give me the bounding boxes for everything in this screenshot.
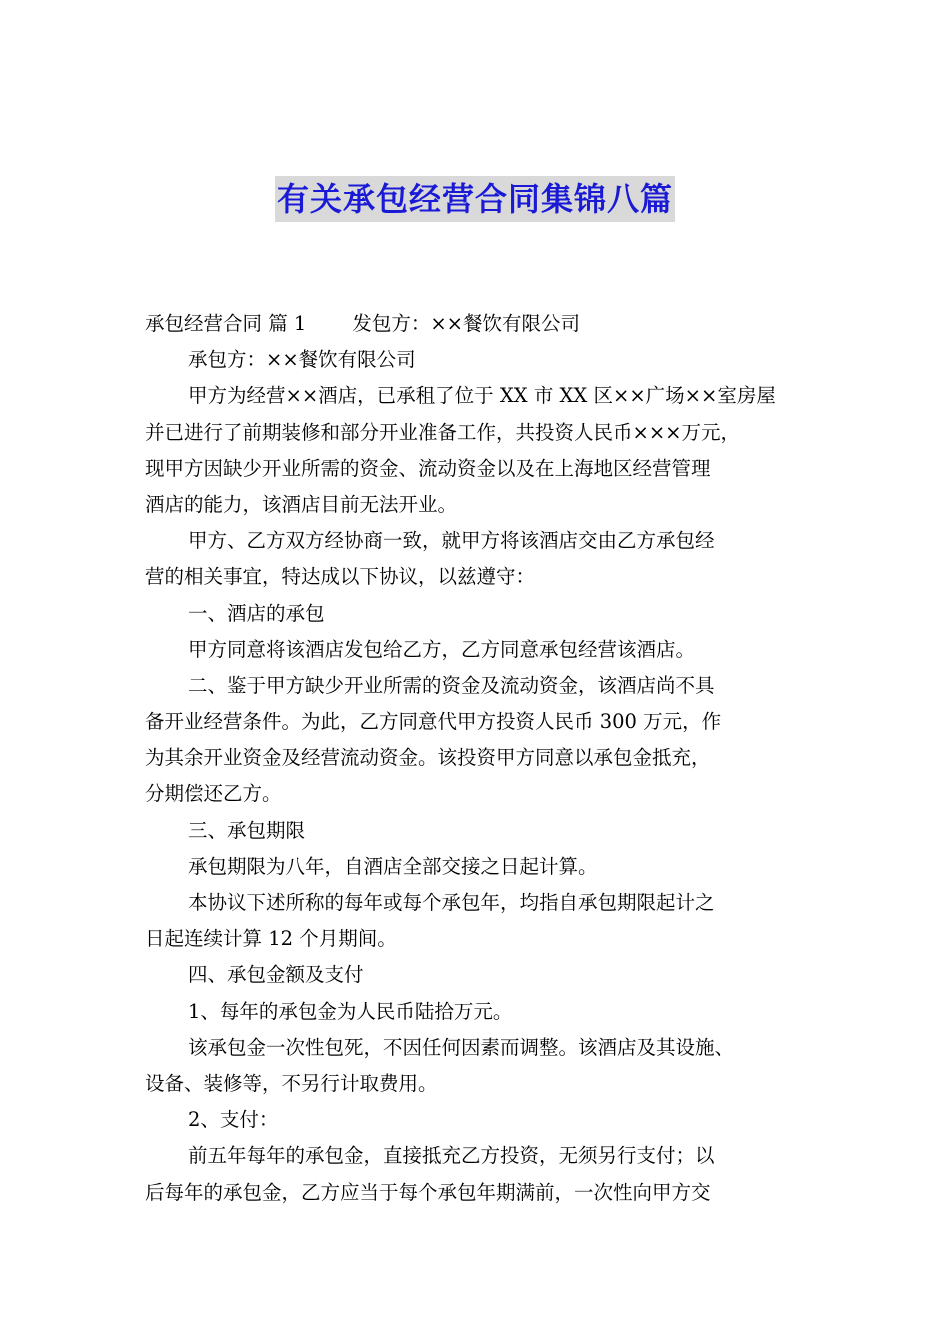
paragraph-line: 酒店的能力，该酒店目前无法开业。 xyxy=(145,492,458,516)
document-title: 有关承包经营合同集锦八篇 xyxy=(275,176,675,222)
paragraph-line: 发包方：××餐饮有限公司 xyxy=(352,312,580,335)
paragraph-line: 承包期限为八年，自酒店全部交接之日起计算。 xyxy=(188,854,598,878)
paragraph-line: 备开业经营条件。为此，乙方同意代甲方投资人民币 300 万元，作 xyxy=(145,710,722,734)
section-heading-line: 三、承包期限 xyxy=(188,818,306,842)
document-body xyxy=(145,306,815,1211)
section-heading-line: 一、酒店的承包 xyxy=(188,601,325,625)
section-heading-line: 四、承包金额及支付 xyxy=(188,963,364,987)
paragraph-line: 2、支付： xyxy=(188,1108,279,1132)
paragraph-line: 为其余开业资金及经营流动资金。该投资甲方同意以承包金抵充， xyxy=(145,746,711,770)
paragraph-line: 前五年每年的承包金，直接抵充乙方投资，无须另行支付；以 xyxy=(188,1144,715,1168)
title-container xyxy=(0,176,950,222)
paragraph-line: 设备、装修等，不另行计取费用。 xyxy=(145,1071,438,1095)
paragraph-line: 二、鉴于甲方缺少开业所需的资金及流动资金，该酒店尚不具 xyxy=(188,673,715,697)
paragraph-line: 并已进行了前期装修和部分开业准备工作，共投资人民币×××万元， xyxy=(145,420,741,444)
first-line xyxy=(145,306,815,342)
paragraph-line: 该承包金一次性包死，不因任何因素而调整。该酒店及其设施、 xyxy=(188,1035,735,1059)
paragraph-line: 本协议下述所称的每年或每个承包年，均指自承包期限起计之 xyxy=(188,891,715,914)
paragraph-line: 营的相关事宜，特达成以下协议，以兹遵守： xyxy=(145,565,536,589)
paragraph-line: 甲方为经营××酒店，已承租了位于 XX 市 XX 区××广场××室房屋 xyxy=(188,384,776,408)
paragraph-line: 1、每年的承包金为人民币陆拾万元。 xyxy=(188,999,513,1023)
paragraph-line: 承包方：××餐饮有限公司 xyxy=(188,348,416,372)
paragraph-line: 甲方、乙方双方经协商一致，就甲方将该酒店交由乙方承包经 xyxy=(188,529,715,553)
paragraph-line: 甲方同意将该酒店发包给乙方，乙方同意承包经营该酒店。 xyxy=(188,637,696,661)
section-heading: 承包经营合同 篇 1 xyxy=(145,312,307,335)
paragraph-line: 日起连续计算 12 个月期间。 xyxy=(145,927,397,951)
paragraph-line: 后每年的承包金，乙方应当于每个承包年期满前，一次性向甲方交 xyxy=(145,1180,711,1204)
paragraph-line: 现甲方因缺少开业所需的资金、流动资金以及在上海地区经营管理 xyxy=(145,456,711,480)
paragraph-line: 分期偿还乙方。 xyxy=(145,782,282,806)
